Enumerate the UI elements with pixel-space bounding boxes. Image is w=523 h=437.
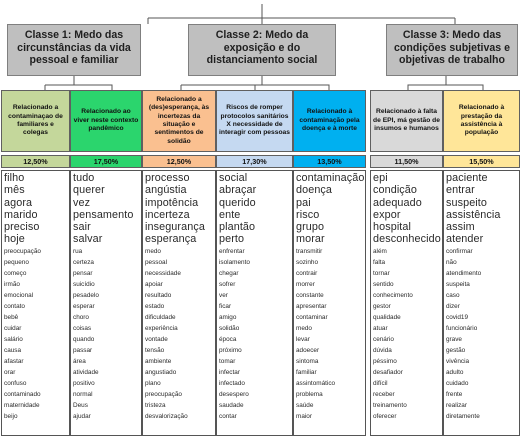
keyword-small: suspeita bbox=[446, 280, 470, 288]
keyword-small: contaminado bbox=[4, 391, 41, 399]
subclass-4-percent bbox=[216, 155, 293, 168]
keyword-small: cenário bbox=[373, 336, 394, 344]
keyword-small: medo bbox=[296, 325, 312, 333]
keyword-small: ajudar bbox=[73, 413, 91, 421]
subclass-2-label-box bbox=[70, 90, 142, 152]
keyword-small: preocupação bbox=[4, 247, 41, 255]
subclass-2-percent-value: 17,50% bbox=[93, 157, 119, 166]
keyword-small: ambiente bbox=[145, 358, 172, 366]
subclass-7-percent-value: 15,50% bbox=[469, 157, 494, 166]
keyword-small: funcionário bbox=[446, 325, 478, 333]
keyword-large: risco bbox=[296, 208, 320, 221]
keyword-large: agora bbox=[4, 196, 33, 209]
keyword-large: perto bbox=[219, 233, 245, 246]
keyword-small: atuar bbox=[373, 325, 388, 333]
keyword-small: infectado bbox=[219, 380, 245, 388]
keyword-small: gestão bbox=[446, 347, 466, 355]
subclass-1-label-box bbox=[1, 90, 70, 152]
keyword-small: emocional bbox=[4, 291, 34, 299]
keyword-small: pesadelo bbox=[73, 291, 99, 299]
keyword-small: angustiado bbox=[145, 369, 177, 377]
keyword-small: saúde bbox=[296, 402, 314, 410]
class-1-box bbox=[7, 24, 141, 76]
subclass-2-percent bbox=[70, 155, 142, 168]
keyword-small: não bbox=[446, 258, 457, 266]
keyword-small: irmão bbox=[4, 280, 20, 288]
class-3-title: Classe 3: Medo das condições subjetivas e objetivas de trabalho bbox=[394, 29, 510, 66]
subclass-7-word-list bbox=[443, 170, 520, 436]
keyword-large: vez bbox=[73, 196, 91, 209]
keyword-small: falta bbox=[373, 258, 386, 266]
keyword-small: beijo bbox=[4, 413, 18, 421]
class-1-title: Classe 1: Medo das circunstâncias da vida pessoal e familiar bbox=[17, 29, 131, 66]
keyword-small: coisas bbox=[73, 325, 92, 333]
subclass-1-label: Relacionado a contaminaçao de familiares e colegas bbox=[8, 104, 63, 137]
keyword-large: desconhecido bbox=[373, 233, 441, 246]
keyword-small: ficar bbox=[219, 303, 232, 311]
keyword-small: realizar bbox=[446, 402, 467, 410]
keyword-large: hospital bbox=[373, 221, 412, 234]
keyword-large: contaminação bbox=[296, 172, 365, 184]
keyword-small: tensão bbox=[145, 347, 165, 355]
keyword-small: dúvida bbox=[373, 347, 392, 355]
keyword-large: suspeito bbox=[446, 196, 488, 209]
keyword-small: péssimo bbox=[373, 358, 397, 366]
keyword-small: pensar bbox=[73, 269, 93, 277]
keyword-small: tristeza bbox=[145, 402, 166, 410]
subclass-2-word-list bbox=[70, 170, 142, 436]
keyword-small: passar bbox=[73, 347, 93, 355]
keyword-large: tudo bbox=[73, 172, 95, 184]
subclass-4-word-list bbox=[216, 170, 293, 436]
keyword-large: plantão bbox=[219, 221, 256, 234]
keyword-large: filho bbox=[4, 172, 25, 184]
keyword-small: suicídio bbox=[73, 280, 95, 288]
subclass-7-label: Relacionado à prestação da assistência à população bbox=[458, 104, 505, 137]
keyword-large: entrar bbox=[446, 184, 475, 197]
keyword-small: atividade bbox=[73, 369, 99, 377]
keyword-small: além bbox=[373, 247, 387, 255]
keyword-small: difícil bbox=[373, 380, 388, 388]
keyword-small: receber bbox=[373, 391, 395, 399]
keyword-small: pequeno bbox=[4, 258, 29, 266]
keyword-large: salvar bbox=[73, 233, 103, 246]
subclass-3-label-box bbox=[142, 90, 216, 152]
keyword-small: adulto bbox=[446, 369, 464, 377]
keyword-small: salário bbox=[4, 336, 23, 344]
keyword-small: chegar bbox=[219, 269, 239, 277]
keyword-large: insegurança bbox=[145, 221, 205, 234]
keyword-small: tomar bbox=[219, 358, 236, 366]
keyword-large: esperança bbox=[145, 233, 197, 246]
keyword-large: grupo bbox=[296, 221, 325, 234]
keyword-small: isolamento bbox=[219, 258, 250, 266]
keyword-small: caso bbox=[446, 291, 460, 299]
class-3-box bbox=[386, 24, 518, 76]
keyword-large: querido bbox=[219, 196, 256, 209]
keyword-large: angústia bbox=[145, 184, 187, 197]
keyword-small: área bbox=[73, 358, 86, 366]
keyword-small: morrer bbox=[296, 280, 315, 288]
keyword-small: rua bbox=[73, 247, 83, 255]
keyword-small: causa bbox=[4, 347, 22, 355]
keyword-small: transmitir bbox=[296, 247, 323, 255]
keyword-small: enfrentar bbox=[219, 247, 245, 255]
subclass-4-label-box bbox=[216, 90, 293, 152]
keyword-small: maior bbox=[296, 413, 312, 421]
keyword-large: sair bbox=[73, 221, 91, 234]
keyword-small: amigo bbox=[219, 314, 237, 322]
keyword-large: expor bbox=[373, 208, 401, 221]
subclass-4-label: Riscos de romper protocolos sanitários X necessidade de interagir com pessoas bbox=[219, 104, 290, 137]
keyword-small: esperar bbox=[73, 303, 95, 311]
keyword-small: apoiar bbox=[145, 280, 163, 288]
keyword-large: paciente bbox=[446, 172, 488, 184]
keyword-small: pessoal bbox=[145, 258, 168, 266]
keyword-large: preciso bbox=[4, 221, 40, 234]
keyword-large: adequado bbox=[373, 196, 422, 209]
keyword-small: frente bbox=[446, 391, 463, 399]
keyword-small: assintomático bbox=[296, 380, 336, 388]
keyword-small: próximo bbox=[219, 347, 242, 355]
keyword-small: normal bbox=[73, 391, 93, 399]
keyword-large: ente bbox=[219, 208, 241, 221]
subclass-2-label: Relacionado ao viver neste contexto pandêmico bbox=[73, 108, 139, 133]
keyword-small: conhecimento bbox=[373, 291, 413, 299]
subclass-3-percent bbox=[142, 155, 216, 168]
keyword-large: epi bbox=[373, 172, 388, 184]
keyword-small: desafiador bbox=[373, 369, 403, 377]
keyword-small: começo bbox=[4, 269, 27, 277]
keyword-small: orar bbox=[4, 369, 16, 377]
keyword-small: bebê bbox=[4, 314, 19, 322]
keyword-small: positivo bbox=[73, 380, 95, 388]
keyword-small: desespero bbox=[219, 391, 249, 399]
keyword-small: afastar bbox=[4, 358, 24, 366]
subclass-3-word-list bbox=[142, 170, 216, 436]
keyword-large: morar bbox=[296, 233, 325, 246]
subclass-1-word-list bbox=[1, 170, 70, 436]
keyword-large: atender bbox=[446, 233, 484, 246]
keyword-small: vontade bbox=[145, 336, 168, 344]
subclass-6-label: Relacionado à falta de EPI, má gestão de insumos e humanos bbox=[373, 108, 440, 133]
subclass-3-label: Relacionado a (des)esperança, às incertezas da situação e sentimentos de solidão bbox=[148, 95, 210, 145]
keyword-small: resultado bbox=[145, 291, 172, 299]
keyword-small: dificuldade bbox=[145, 314, 176, 322]
keyword-small: contrair bbox=[296, 269, 318, 277]
keyword-small: medo bbox=[145, 247, 161, 255]
keyword-large: processo bbox=[145, 172, 190, 184]
keyword-small: dizer bbox=[446, 303, 460, 311]
subclass-4-percent-value: 17,30% bbox=[242, 157, 267, 166]
keyword-small: vivência bbox=[446, 358, 470, 366]
subclass-7-percent bbox=[443, 155, 520, 168]
keyword-small: treinamento bbox=[373, 402, 407, 410]
keyword-small: confirmar bbox=[446, 247, 473, 255]
subclass-5-percent bbox=[293, 155, 366, 168]
keyword-small: covid19 bbox=[446, 314, 469, 322]
keyword-small: estado bbox=[145, 303, 165, 311]
keyword-small: preocupação bbox=[145, 391, 182, 399]
keyword-large: querer bbox=[73, 184, 105, 197]
keyword-small: grave bbox=[446, 336, 462, 344]
keyword-small: problema bbox=[296, 391, 323, 399]
subclass-6-percent-value: 11,50% bbox=[394, 157, 419, 166]
keyword-small: sentido bbox=[373, 280, 394, 288]
keyword-large: condição bbox=[373, 184, 418, 197]
keyword-small: qualidade bbox=[373, 314, 401, 322]
keyword-small: choro bbox=[73, 314, 89, 322]
keyword-small: levar bbox=[296, 336, 310, 344]
subclass-5-label: Relacionado à contaminação pela doença e à morte bbox=[299, 108, 360, 133]
class-2-box bbox=[188, 24, 336, 76]
subclass-5-word-list bbox=[293, 170, 366, 436]
keyword-large: assistência bbox=[446, 208, 501, 221]
keyword-small: familiar bbox=[296, 369, 317, 377]
subclass-6-label-box bbox=[370, 90, 443, 152]
subclass-5-percent-value: 13,50% bbox=[317, 157, 342, 166]
subclass-6-word-list bbox=[370, 170, 443, 436]
keyword-small: apresentar bbox=[296, 303, 327, 311]
keyword-small: época bbox=[219, 336, 237, 344]
subclass-3-percent-value: 12,50% bbox=[166, 157, 192, 166]
keyword-small: sofrer bbox=[219, 280, 236, 288]
keyword-small: cuidado bbox=[446, 380, 469, 388]
keyword-small: desvalorização bbox=[145, 413, 188, 421]
keyword-small: maternidade bbox=[4, 402, 40, 410]
keyword-small: contaminar bbox=[296, 314, 328, 322]
keyword-small: constante bbox=[296, 291, 324, 299]
keyword-small: confuso bbox=[4, 380, 27, 388]
subclass-6-percent bbox=[370, 155, 443, 168]
keyword-small: necessidade bbox=[145, 269, 181, 277]
keyword-small: contato bbox=[4, 303, 25, 311]
keyword-small: certeza bbox=[73, 258, 94, 266]
keyword-small: sozinho bbox=[296, 258, 319, 266]
class-2-title: Classe 2: Medo da exposição e do distanciamento social bbox=[206, 29, 318, 66]
subclass-1-percent bbox=[1, 155, 70, 168]
keyword-large: marido bbox=[4, 208, 38, 221]
subclass-1-percent-value: 12,50% bbox=[23, 157, 48, 166]
keyword-small: experiência bbox=[145, 325, 178, 333]
keyword-small: ver bbox=[219, 291, 228, 299]
keyword-large: mês bbox=[4, 184, 25, 197]
keyword-small: gestor bbox=[373, 303, 391, 311]
subclass-5-label-box bbox=[293, 90, 366, 152]
keyword-small: solidão bbox=[219, 325, 240, 333]
keyword-large: impotência bbox=[145, 196, 199, 209]
keyword-small: plano bbox=[145, 380, 161, 388]
keyword-small: quando bbox=[73, 336, 95, 344]
keyword-small: tornar bbox=[373, 269, 390, 277]
keyword-small: Deus bbox=[73, 402, 88, 410]
keyword-large: social bbox=[219, 172, 248, 184]
keyword-large: hoje bbox=[4, 233, 25, 246]
keyword-small: oferecer bbox=[373, 413, 397, 421]
keyword-small: atendimento bbox=[446, 269, 482, 277]
keyword-small: diretamente bbox=[446, 413, 480, 421]
keyword-large: incerteza bbox=[145, 208, 190, 221]
keyword-small: adoecer bbox=[296, 347, 320, 355]
keyword-large: assim bbox=[446, 221, 475, 234]
keyword-small: infectar bbox=[219, 369, 240, 377]
keyword-small: cuidar bbox=[4, 325, 22, 333]
keyword-large: pai bbox=[296, 196, 311, 209]
keyword-large: abraçar bbox=[219, 184, 257, 197]
keyword-small: sintoma bbox=[296, 358, 319, 366]
subclass-7-label-box bbox=[443, 90, 520, 152]
keyword-small: contar bbox=[219, 413, 237, 421]
keyword-large: pensamento bbox=[73, 208, 134, 221]
keyword-large: doença bbox=[296, 184, 333, 197]
keyword-small: saudade bbox=[219, 402, 244, 410]
